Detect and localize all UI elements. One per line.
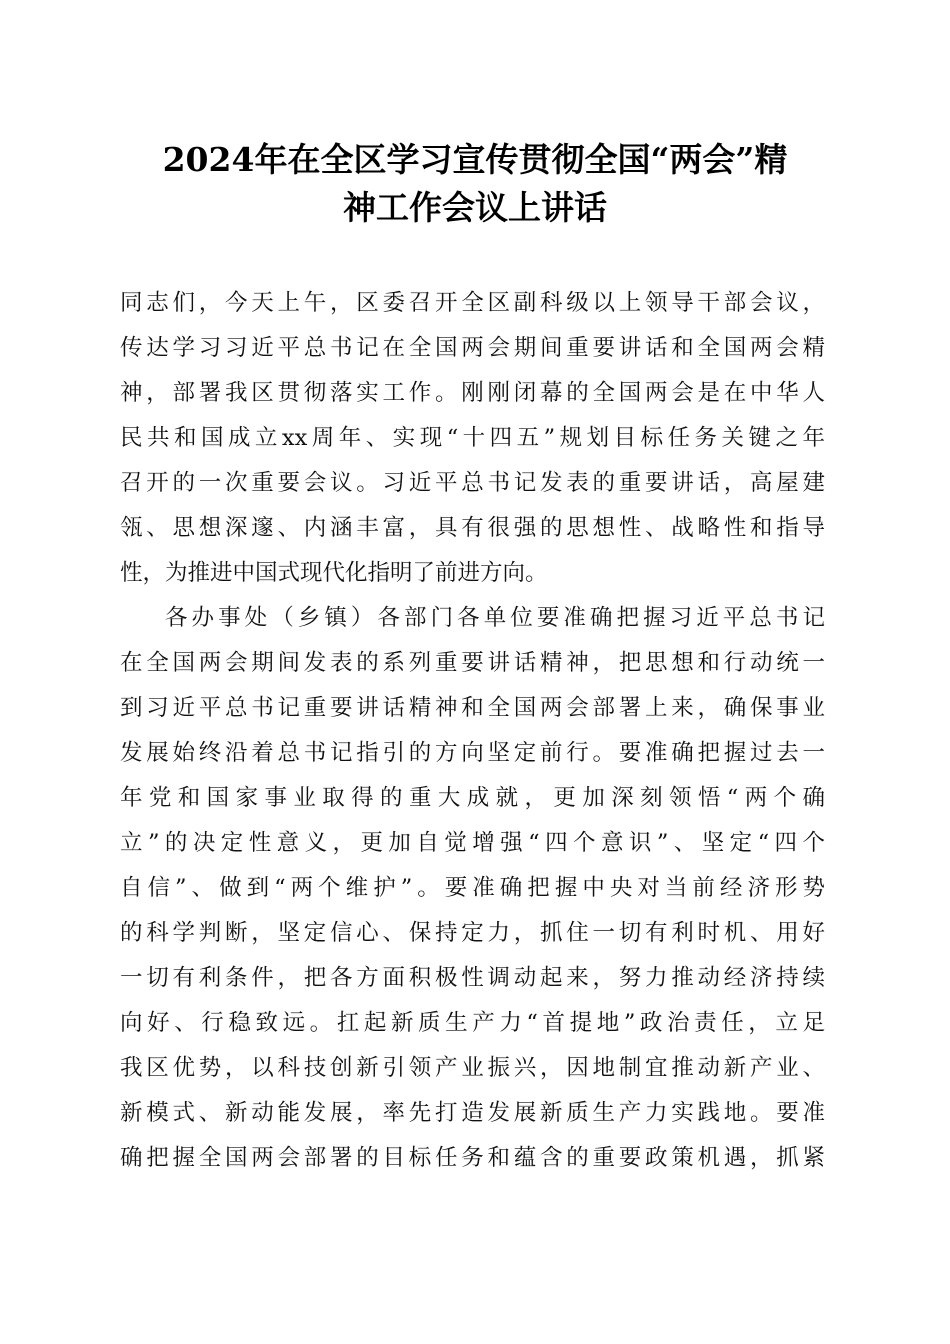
text-line: 神，部署我区贯彻落实工作。刚刚闭幕的全国两会是在中华人 bbox=[120, 380, 825, 406]
text-line: 一切有利条件，把各方面积极性调动起来，努力推动经济持续 bbox=[120, 965, 825, 991]
text-line: 向好、行稳致远。扛起新质生产力“首提地”政治责任，立足 bbox=[120, 1010, 825, 1036]
text-line: 各办事处（乡镇）各部门各单位要准确把握习近平总书记 bbox=[165, 605, 825, 631]
text-line: 性，为推进中国式现代化指明了前进方向。 bbox=[120, 560, 548, 586]
text-line: 自信”、做到“两个维护”。要准确把握中央对当前经济形势 bbox=[120, 875, 825, 901]
text-line: 的科学判断，坚定信心、保持定力，抓住一切有利时机、用好 bbox=[120, 920, 825, 946]
paragraph-1 bbox=[120, 281, 825, 596]
text-line: 传达学习习近平总书记在全国两会期间重要讲话和全国两会精 bbox=[120, 335, 825, 361]
title-line: 2024年在全区学习宣传贯彻全国“两会”精 bbox=[162, 140, 788, 179]
title-line: 神工作会议上讲话 bbox=[343, 188, 607, 227]
paragraph-2 bbox=[120, 596, 825, 1181]
text-line: 召开的一次重要会议。习近平总书记发表的重要讲话，高屋建 bbox=[120, 470, 825, 496]
text-line: 同志们，今天上午，区委召开全区副科级以上领导干部会议， bbox=[120, 290, 825, 316]
text-line: 在全国两会期间发表的系列重要讲话精神，把思想和行动统一 bbox=[120, 650, 825, 676]
text-line: 立”的决定性意义，更加自觉增强“四个意识”、坚定“四个 bbox=[120, 830, 825, 856]
text-line: 到习近平总书记重要讲话精神和全国两会部署上来，确保事业 bbox=[120, 695, 825, 721]
text-line: 民共和国成立xx周年、实现“十四五”规划目标任务关键之年 bbox=[120, 425, 825, 451]
text-line: 确把握全国两会部署的目标任务和蕴含的重要政策机遇，抓紧 bbox=[120, 1145, 825, 1171]
text-line: 年党和国家事业取得的重大成就，更加深刻领悟“两个确 bbox=[120, 785, 825, 811]
document-title bbox=[120, 136, 830, 232]
text-line: 新模式、新动能发展，率先打造发展新质生产力实践地。要准 bbox=[120, 1100, 825, 1126]
text-line: 瓴、思想深邃、内涵丰富，具有很强的思想性、战略性和指导 bbox=[120, 515, 825, 541]
document-body bbox=[120, 281, 825, 1181]
text-line: 发展始终沿着总书记指引的方向坚定前行。要准确把握过去一 bbox=[120, 740, 825, 766]
text-line: 我区优势，以科技创新引领产业振兴，因地制宜推动新产业、 bbox=[120, 1055, 825, 1081]
